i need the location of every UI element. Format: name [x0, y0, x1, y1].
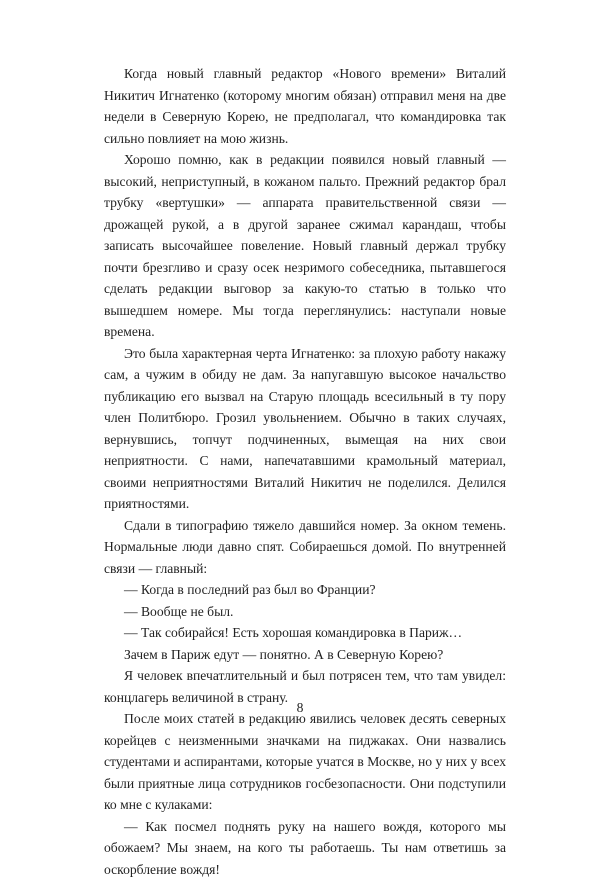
paragraph-5: Зачем в Париж едут — понятно. А в Северную Корею? [104, 644, 506, 666]
dialogue-line-2: — Вообще не был. [104, 601, 506, 623]
paragraph-3: Это была характерная черта Игнатенко: за плохую работу накажу сам, а чужим в обиду не дам. За напугавшую высокое начальство публикацию его вызвал на Старую площадь всесильный в ту пору член Политбюро. Грозил увольнением. Обычно в таких случаях, вернувшись, топчут подчиненных, вымещая на них свои неприятности. С нами, напечатавшими крамольный материал, своими неприятностями Виталий Никитич не поделился. Делился приятностями. [104, 343, 506, 515]
paragraph-1: Когда новый главный редактор «Нового времени» Виталий Никитич Игнатенко (которому многим обязан) отправил меня на две недели в Северную Корею, не предполагал, что командировка так сильно повлияет на мою жизнь. [104, 63, 506, 149]
dialogue-line-1: — Когда в последний раз был во Франции? [104, 579, 506, 601]
paragraph-2: Хорошо помню, как в редакции появился новый главный — высокий, неприступный, в кожаном пальто. Прежний редактор брал трубку «вертушки» — аппарата правительственной связи — дрожащей рукой, а в другой заранее сжимал карандаш, чтобы записать высочайшее повеление. Новый главный держал трубку почти брезгливо и сразу осек незримого собеседника, пытавшегося сделать редакции выговор за какую-то статью в только что вышедшем номере. Мы тогда переглянулись: наступали новые времена. [104, 149, 506, 343]
paragraph-7: После моих статей в редакцию явились человек десять северных корейцев с неизменными значками на пиджаках. Они назвались студентами и аспирантами, которые учатся в Москве, но у них у всех были приятные лица сотрудников госбезопасности. Они подступили ко мне с кулаками: [104, 708, 506, 816]
page-number: 8 [0, 700, 600, 716]
body-text [104, 63, 506, 880]
dialogue-line-4: — Как посмел поднять руку на нашего вождя, которого мы обожаем? Мы знаем, на кого ты работаешь. Ты нам ответишь за оскорбление вождя! [104, 816, 506, 880]
paragraph-4: Сдали в типографию тяжело давшийся номер. За окном темень. Нормальные люди давно спят. Собираешься домой. По внутренней связи — главный: [104, 515, 506, 580]
paragraph-6: Я человек впечатлительный и был потрясен тем, что там увидел: концлагерь величиной в страну. [104, 665, 506, 708]
dialogue-line-3: — Так собирайся! Есть хорошая командировка в Париж… [104, 622, 506, 644]
